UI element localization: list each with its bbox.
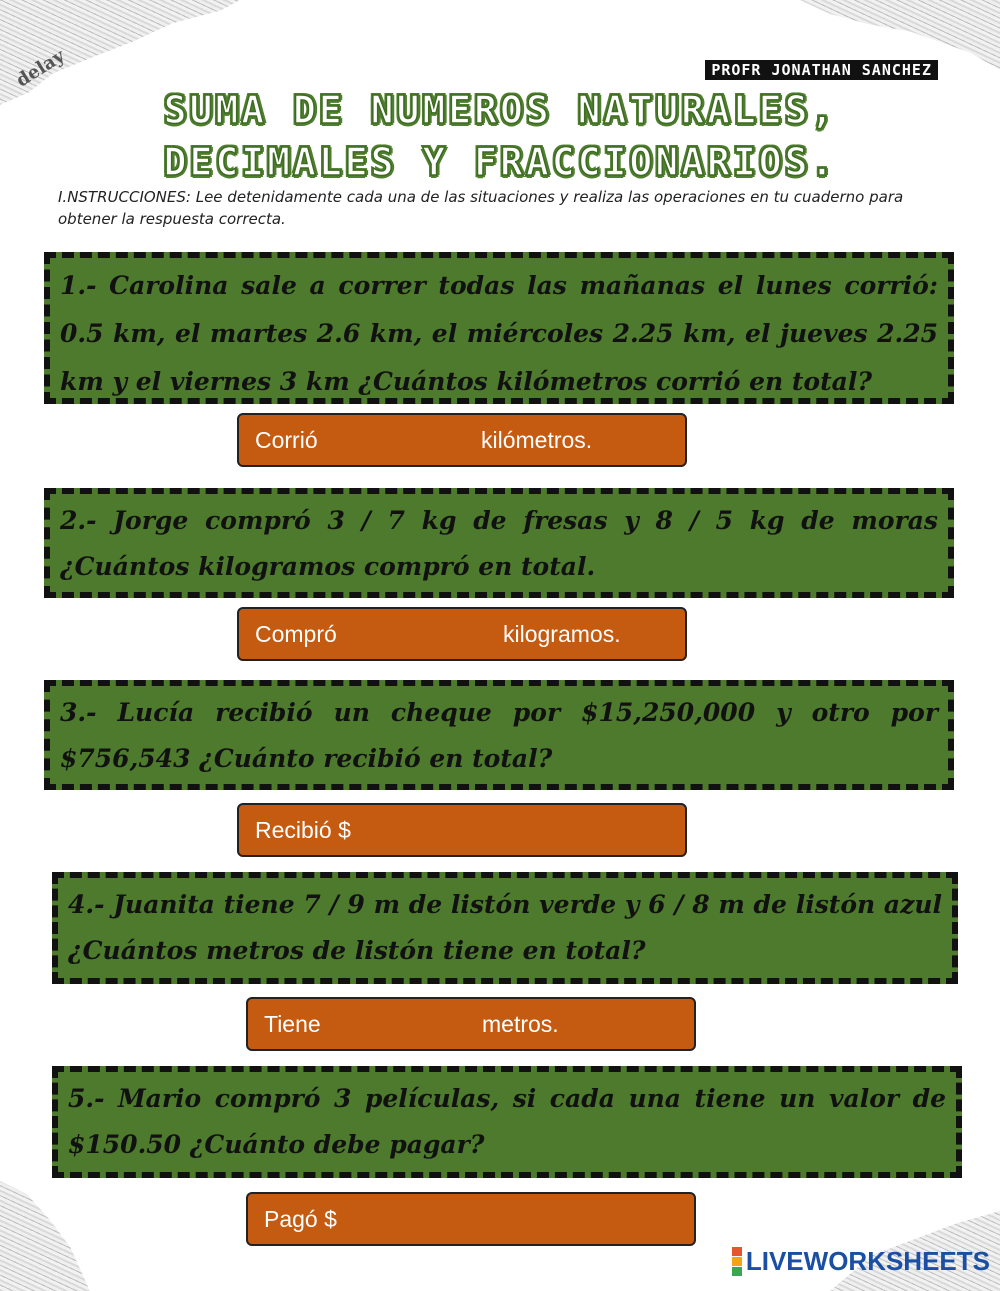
logo-text: LIVEWORKSHEETS — [745, 1246, 990, 1276]
answer-2-suffix: kilogramos. — [503, 621, 621, 647]
answer-3-prefix: Recibió $ — [255, 817, 351, 843]
answer-5-box — [246, 1192, 696, 1246]
question-1-box — [44, 252, 954, 404]
author-label: PROFR JONATHAN SANCHEZ — [705, 60, 938, 80]
question-2-text: 2.- Jorge compró 3 / 7 kg de fresas y 8 / 5 kg de moras ¿Cuántos kilogramos compró en total. — [60, 506, 938, 581]
question-3-box — [44, 680, 954, 790]
liveworksheets-logo — [732, 1246, 990, 1277]
answer-1-prefix: Corrió — [255, 427, 318, 453]
answer-3-input[interactable] — [369, 815, 673, 847]
answer-5-prefix: Pagó $ — [264, 1206, 337, 1232]
logo-block-l — [732, 1247, 742, 1256]
answer-5-input[interactable] — [353, 1204, 677, 1236]
question-2-box — [44, 488, 954, 598]
newspaper-corner-bottom-left — [0, 1181, 90, 1291]
newspaper-word: delay — [12, 45, 69, 92]
answer-1-input[interactable] — [331, 425, 465, 457]
logo-blocks-icon — [732, 1247, 742, 1276]
answer-2-input[interactable] — [349, 619, 483, 651]
logo-block-w — [732, 1257, 742, 1266]
question-4-box — [52, 872, 958, 984]
answer-1-box — [237, 413, 687, 467]
instructions-text: I.NSTRUCCIONES: Lee detenidamente cada una de las situaciones y realiza las operaciones en tu cuaderno para obtener la respuesta correcta. — [58, 188, 904, 228]
page-title-line-2: DECIMALES Y FRACCIONARIOS. — [163, 140, 837, 184]
question-5-box — [52, 1066, 962, 1178]
answer-2-prefix: Compró — [255, 621, 337, 647]
question-1-text: 1.- Carolina sale a correr todas las mañanas el lunes corrió: 0.5 km, el martes 2.6 km, el miércoles 2.25 km, el jueves 2.25 km y el viernes 3 km ¿Cuántos kilómetros corrió en total? — [60, 271, 938, 396]
answer-4-prefix: Tiene — [264, 1011, 321, 1037]
page-title-line-1: SUMA DE NUMEROS NATURALES, — [163, 88, 837, 132]
logo-block-s — [732, 1267, 742, 1276]
question-5-text: 5.- Mario compró 3 películas, si cada una tiene un valor de $150.50 ¿Cuánto debe pagar? — [68, 1084, 946, 1159]
answer-4-input[interactable] — [340, 1009, 474, 1041]
answer-4-box — [246, 997, 696, 1051]
answer-2-box — [237, 607, 687, 661]
answer-3-box — [237, 803, 687, 857]
answer-4-suffix: metros. — [482, 1011, 559, 1037]
question-3-text: 3.- Lucía recibió un cheque por $15,250,000 y otro por $756,543 ¿Cuánto recibió en total? — [60, 698, 938, 773]
answer-1-suffix: kilómetros. — [481, 427, 593, 453]
question-4-text: 4.- Juanita tiene 7 / 9 m de listón verde y 6 / 8 m de listón azul ¿Cuántos metros de listón tiene en total? — [68, 890, 942, 965]
